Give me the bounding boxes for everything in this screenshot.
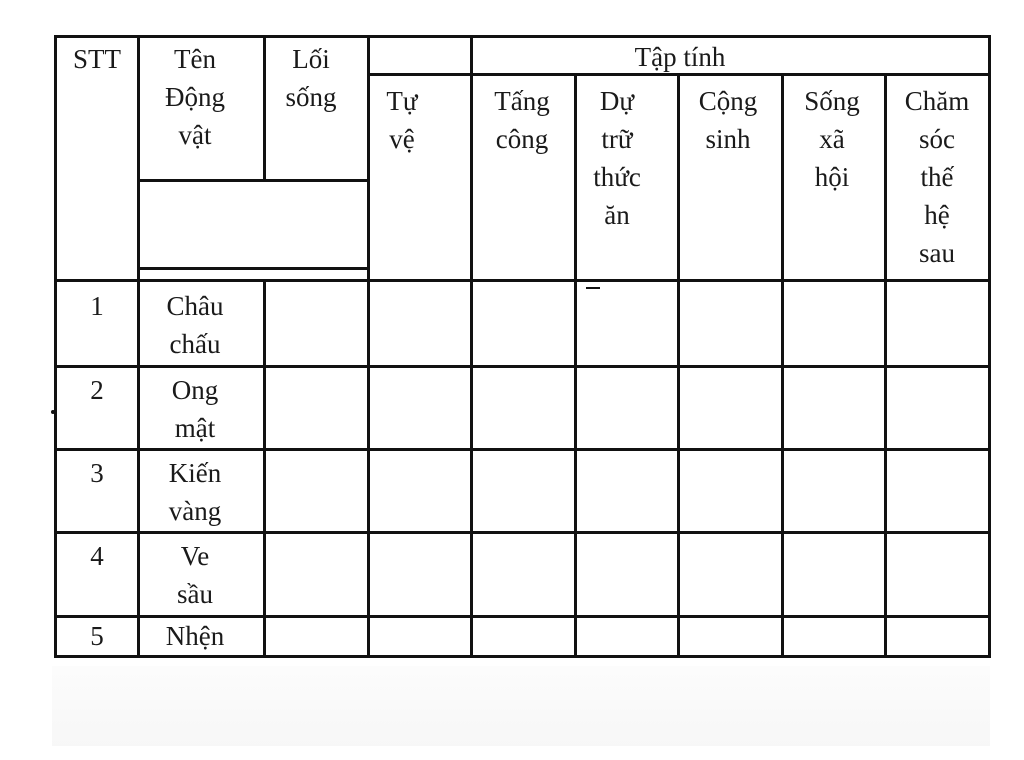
header-cham-soc: Chăm sóc thế hệ sau <box>904 86 970 268</box>
header-loi-song: Lối sống <box>285 44 337 112</box>
header-cong-sinh: Cộng sinh <box>698 86 758 154</box>
row-1-name: Châu chấu <box>166 291 224 359</box>
table-border-bottom <box>54 655 990 658</box>
stray-mark-dash <box>586 287 600 289</box>
header-stt: STT <box>72 44 121 74</box>
row-divider-1 <box>54 365 990 368</box>
header-ten-dong-vat: Tên Động vật <box>165 44 225 150</box>
header-du-tru: Dự trữ thức ăn <box>593 86 641 230</box>
row-5-name: Nhện <box>165 621 225 651</box>
col-divider-du-tru <box>677 73 680 658</box>
header-song-xa-hoi: Sống xã hội <box>804 86 860 192</box>
row-2-name: Ong mật <box>171 375 219 443</box>
table-border-right <box>988 35 991 658</box>
row-4-name: Ve sầu <box>177 541 213 609</box>
subheader-box-bottom <box>138 267 370 270</box>
row-3-stt: 3 <box>90 458 104 488</box>
row-divider-2 <box>54 448 990 451</box>
header-bottom-line <box>54 279 990 282</box>
header-tan-cong: Tấng công <box>494 86 550 154</box>
header-tu-ve: Tự vệ <box>386 86 418 154</box>
row-5-stt: 5 <box>90 621 104 651</box>
stray-mark-dot <box>51 410 55 414</box>
row-1-stt: 1 <box>90 291 104 321</box>
row-4-stt: 4 <box>90 541 104 571</box>
blank-margin-area <box>52 666 990 746</box>
row-divider-3 <box>54 531 990 534</box>
row-2-stt: 2 <box>90 375 104 405</box>
row-3-name: Kiến vàng <box>168 458 222 526</box>
col-divider-name-lower <box>263 279 266 658</box>
subheader-box-top <box>138 179 370 182</box>
col-divider-tu-ve <box>470 35 473 658</box>
header-tap-tinh: Tập tính <box>634 42 726 72</box>
col-divider-loi-song <box>367 35 370 658</box>
